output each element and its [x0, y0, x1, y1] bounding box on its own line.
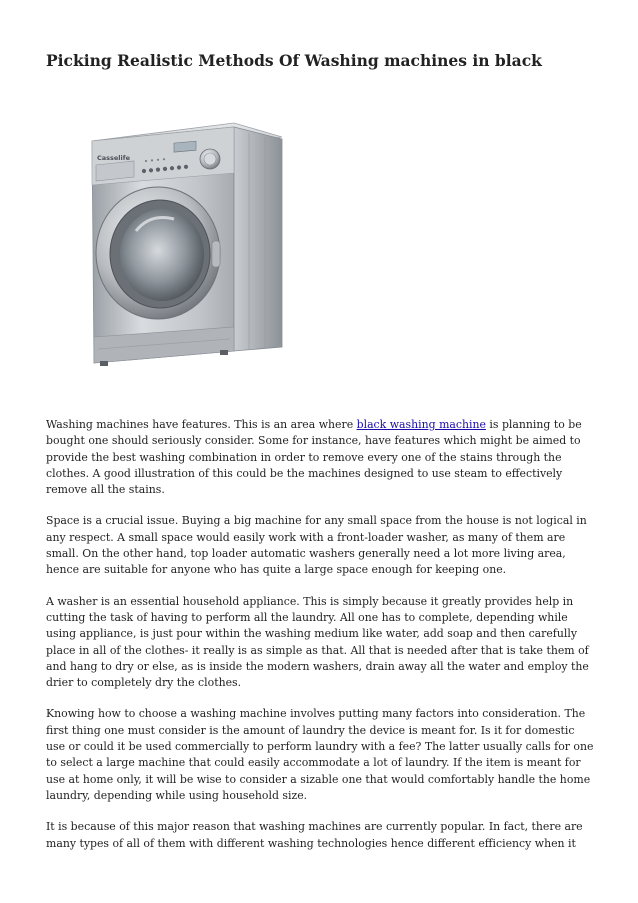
brand-logo: Casselife	[97, 154, 130, 162]
paragraph-1: Washing machines have features. This is an area where black washing machine is planning to be bought one should seriously consider. Some for instance, have features which might be aimed to provide the best washing combination in order to remove every one of the stains through the clothes. A good illustration of this could be the machines designed to use steam to effectively remove all the stains.	[46, 418, 582, 497]
paragraph-5: It is because of this major reason that washing machines are currently popular. In fact, there are many types of all of them with different washing technologies hence different efficiency when it	[46, 820, 583, 850]
black-washing-machine-link[interactable]: black washing machine	[356, 418, 486, 431]
washing-machine-icon	[84, 113, 294, 373]
paragraph-3: A washer is an essential household appliance. This is simply because it greatly provides help in cutting the task of having to perform all the laundry. All one has to complete, depending while using appliance, is just pour within the washing medium like water, add soap and then carefully place in all of the clothes- it really is as simple as that. All that is needed after that is take them of and hang to dry or else, as is inside the modern washers, drain away all the water and employ the drier to completely dry the clothes.	[46, 594, 589, 690]
paragraph-2: Space is a crucial issue. Buying a big machine for any small space from the house is not logical in any respect. A small space would easily work with a front-loader washer, as many of them are small. On the other hand, top loader automatic washers generally need a lot more living area, hence are suitable for anyone who has quite a large space enough for keeping one.	[46, 514, 587, 577]
paragraph-4: Knowing how to choose a washing machine involves putting many factors into consideration. The first thing one must consider is the amount of laundry the device is meant for. Is it for domestic use or could it be used commercially to perform laundry with a fee? The latter usually calls for one to select a large machine that could easily accommodate a lot of laundry. If the item is meant for use at home only, it will be wise to consider a sizable one that would comfortably handle the home laundry, depending while using household size.	[46, 707, 594, 802]
page-title: Picking Realistic Methods Of Washing machines in black	[46, 51, 542, 70]
washing-machine-image	[84, 113, 294, 373]
article-body	[46, 417, 596, 867]
